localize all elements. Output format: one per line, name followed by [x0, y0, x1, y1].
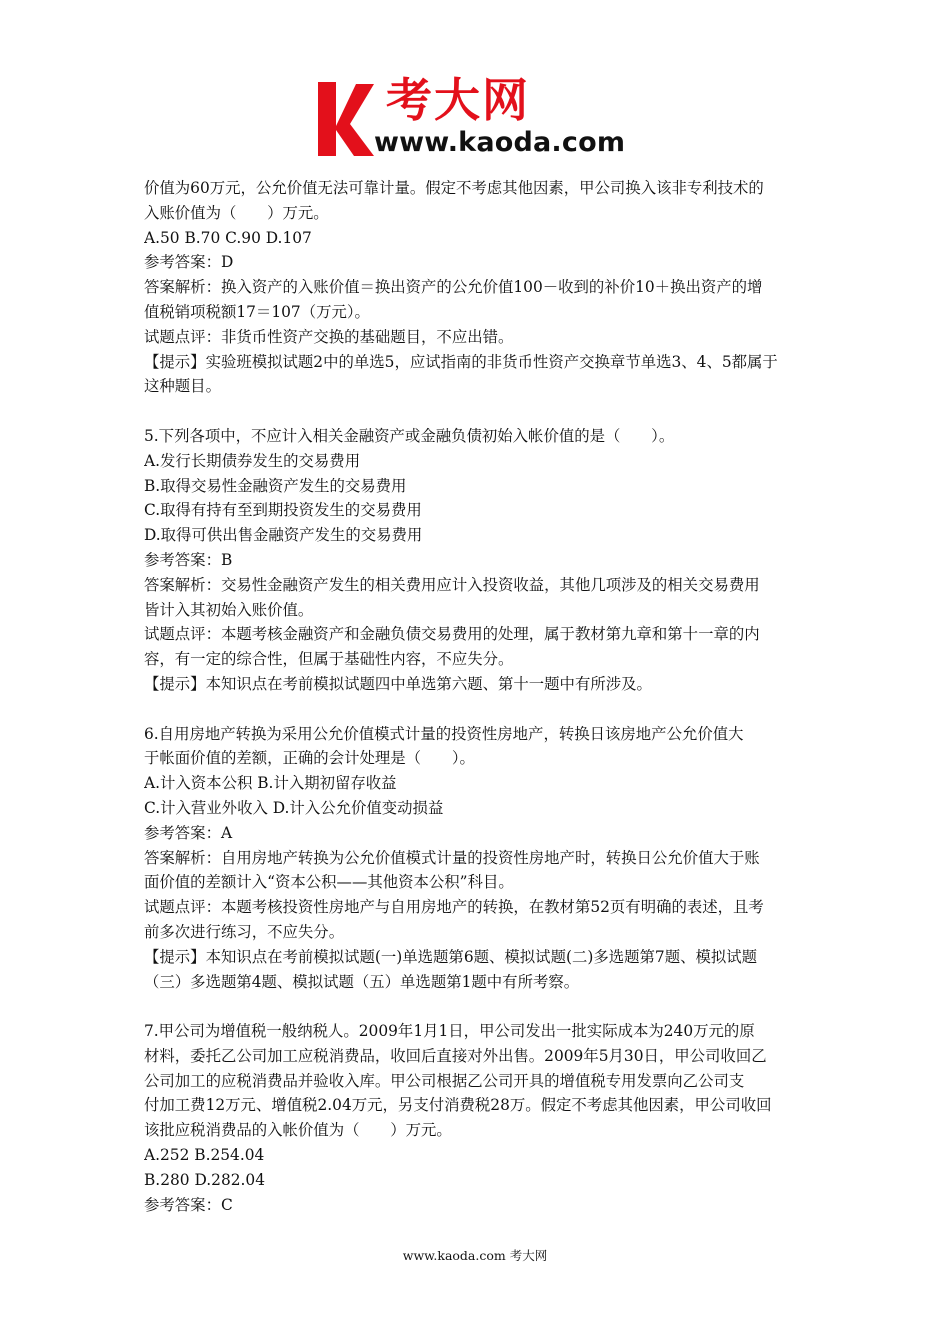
kaoda-logo	[312, 73, 632, 160]
text-line: 参考答案：B	[144, 550, 233, 569]
paragraph-gap	[144, 994, 808, 1019]
text-line: 容，有一定的综合性，但属于基础性内容，不应失分。	[144, 650, 514, 669]
text-line: 试题点评：本题考核金融资产和金融负债交易费用的处理，属于教材第九章和第十一章的内	[144, 625, 760, 644]
text-line: C.取得有持有至到期投资发生的交易费用	[144, 501, 422, 520]
text-line: 该批应税消费品的入帐价值为（ ）万元。	[144, 1121, 452, 1140]
kaoda-k-logo-icon	[312, 78, 378, 160]
text-line: 参考答案：D	[144, 253, 234, 272]
document-body	[144, 176, 808, 1217]
text-line: 答案解析：换入资产的入账价值＝换出资产的公允价值100－收到的补价10＋换出资产的增	[144, 278, 763, 297]
text-line: A.50 B.70 C.90 D.107	[144, 228, 312, 247]
paragraph-gap	[144, 697, 808, 722]
page-footer: www.kaoda.com 考大网	[402, 1248, 548, 1263]
text-line: B.取得交易性金融资产发生的交易费用	[144, 476, 407, 495]
text-line: 材料，委托乙公司加工应税消费品，收回后直接对外出售。2009年5月30日，甲公司收回乙	[144, 1046, 767, 1065]
text-line: 6.自用房地产转换为采用公允价值模式计量的投资性房地产，转换日该房地产公允价值大	[144, 724, 744, 743]
text-line: （三）多选题第4题、模拟试题（五）单选题第1题中有所考察。	[144, 972, 580, 991]
text-line: 价值为60万元，公允价值无法可靠计量。假定不考虑其他因素，甲公司换入该非专利技术的	[144, 179, 764, 197]
text-line: A.计入资本公积 B.计入期初留存收益	[144, 774, 397, 793]
logo-url-text: www.kaoda.com	[374, 127, 626, 158]
text-line: 【提示】实验班模拟试题2中的单选5，应试指南的非货币性资产交换章节单选3、4、5都属于	[144, 352, 778, 371]
text-line: 【提示】本知识点在考前模拟试题(一)单选题第6题、模拟试题(二)多选题第7题、模拟试题	[144, 947, 758, 966]
text-line: 参考答案：A	[144, 823, 233, 842]
text-line: A.发行长期债券发生的交易费用	[144, 451, 361, 470]
logo-brand-text: 考大网	[386, 73, 530, 127]
text-line: D.取得可供出售金融资产发生的交易费用	[144, 526, 423, 545]
text-line: C.计入营业外收入 D.计入公允价值变动损益	[144, 798, 444, 817]
text-line: 付加工费12万元、增值税2.04万元，另支付消费税28万。假定不考虑其他因素，甲公司收回	[144, 1096, 772, 1115]
text-line: 面价值的差额计入“资本公积——其他资本公积”科目。	[144, 873, 514, 892]
paragraph-gap	[144, 399, 808, 424]
text-line: 试题点评：非货币性资产交换的基础题目，不应出错。	[144, 327, 514, 346]
text-line: 【提示】本知识点在考前模拟试题四中单选第六题、第十一题中有所涉及。	[144, 674, 652, 693]
text-line: 7.甲公司为增值税一般纳税人。2009年1月1日，甲公司发出一批实际成本为240万元的原	[144, 1022, 755, 1041]
text-line: 答案解析：交易性金融资产发生的相关费用应计入投资收益，其他几项涉及的相关交易费用	[144, 575, 760, 594]
text-line: 参考答案：C	[144, 1195, 233, 1214]
text-line: 试题点评：本题考核投资性房地产与自用房地产的转换，在教材第52页有明确的表述，且考	[144, 898, 764, 917]
text-line: 皆计入其初始入账价值。	[144, 600, 314, 619]
text-line: 于帐面价值的差额，正确的会计处理是（ ）。	[144, 749, 475, 768]
text-line: 5.下列各项中，不应计入相关金融资产或金融负债初始入帐价值的是（ ）。	[144, 426, 675, 445]
text-line: 这种题目。	[144, 377, 221, 396]
text-line: 公司加工的应税消费品并验收入库。甲公司根据乙公司开具的增值税专用发票向乙公司支	[144, 1071, 745, 1090]
text-line: 答案解析：自用房地产转换为公允价值模式计量的投资性房地产时，转换日公允价值大于账	[144, 848, 760, 867]
text-line: B.280 D.282.04	[144, 1170, 266, 1189]
text-line: A.252 B.254.04	[144, 1146, 265, 1165]
text-line: 值税销项税额17＝107（万元）。	[144, 302, 370, 321]
text-line: 前多次进行练习，不应失分。	[144, 922, 345, 941]
text-line: 入账价值为（ ）万元。	[144, 203, 329, 222]
